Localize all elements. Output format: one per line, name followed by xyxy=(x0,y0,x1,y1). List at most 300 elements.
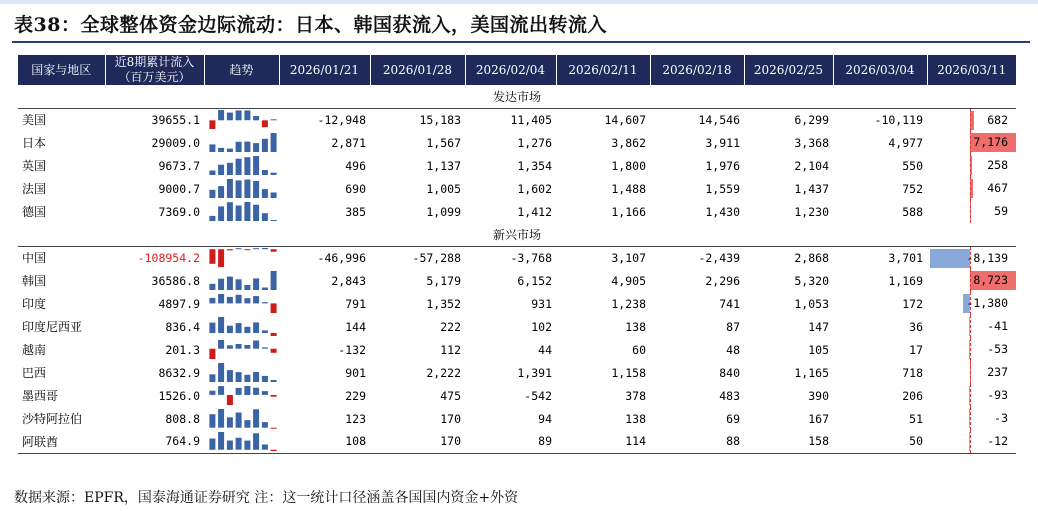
row-weekly-value: 87 xyxy=(726,319,740,334)
sparkline-bar xyxy=(244,180,250,199)
sparkline-bar xyxy=(209,171,215,176)
row-weekly-value: 1,165 xyxy=(794,365,829,380)
row-weekly-value: 44 xyxy=(538,342,552,357)
row-cumulative: 29009.0 xyxy=(151,135,200,150)
row-region-name: 法国 xyxy=(22,182,47,196)
sparkline-bar xyxy=(244,285,250,290)
table-row xyxy=(18,292,1016,315)
row-weekly-value: 60 xyxy=(632,342,646,357)
sparkline-bar xyxy=(218,206,224,221)
table-row xyxy=(18,131,1016,154)
row-weekly-value: 1,488 xyxy=(611,181,646,196)
sparkline-bar xyxy=(253,205,259,221)
row-weekly-value: 14,607 xyxy=(604,112,646,127)
row-cumulative: 1526.0 xyxy=(158,388,200,403)
row-trend-sparkline xyxy=(204,384,279,407)
row-weekly-value: -132 xyxy=(338,342,366,357)
row-weekly-value: 931 xyxy=(531,296,552,311)
sparkline-svg xyxy=(208,201,278,222)
row-latest-value: 682 xyxy=(987,112,1008,127)
sparkline-bar xyxy=(271,449,277,450)
sparkline-bar xyxy=(236,323,242,333)
row-weekly-value: 144 xyxy=(345,319,366,334)
sparkline-bar xyxy=(271,380,277,382)
row-weekly-value: 14,546 xyxy=(698,112,740,127)
sparkline-svg xyxy=(208,408,278,429)
sparkline-bar xyxy=(262,189,268,198)
sparkline-bar xyxy=(236,372,242,382)
sparkline-bar xyxy=(236,295,242,304)
row-latest-value: 7,176 xyxy=(973,135,1008,149)
sparkline-bar xyxy=(209,323,215,333)
databar-axis xyxy=(970,154,971,177)
row-weekly-value: 147 xyxy=(808,319,829,334)
row-latest-value-cell xyxy=(927,430,1016,453)
header-cumulative xyxy=(105,55,204,85)
sparkline-bar xyxy=(227,345,233,348)
table-row xyxy=(18,177,1016,200)
row-cumulative: 808.8 xyxy=(165,411,200,426)
sparkline-bar xyxy=(244,298,250,303)
sparkline-bar xyxy=(271,428,277,429)
table-row xyxy=(18,315,1016,338)
header-date: 2026/03/04 xyxy=(833,55,927,85)
section-label: 新兴市场 xyxy=(18,223,1016,246)
sparkline-bar xyxy=(271,271,277,290)
sparkline-bar xyxy=(244,375,250,382)
row-weekly-value: 2,843 xyxy=(331,273,366,288)
table-row xyxy=(18,108,1016,131)
sparkline-bar xyxy=(236,248,242,249)
row-weekly-value: 1,567 xyxy=(426,135,461,150)
table-row xyxy=(18,407,1016,430)
header-region: 国家与地区 xyxy=(18,55,105,85)
row-trend-sparkline xyxy=(204,430,279,453)
sparkline-bar xyxy=(244,142,250,152)
row-latest-value: -3 xyxy=(994,411,1008,425)
row-weekly-value: -46,996 xyxy=(317,250,366,265)
row-weekly-value: 3,862 xyxy=(611,135,646,150)
row-region-name: 美国 xyxy=(22,113,47,128)
header-date: 2026/01/28 xyxy=(370,55,465,85)
row-latest-value: -1,380 xyxy=(966,296,1008,310)
row-weekly-value: -3,768 xyxy=(510,250,552,265)
row-weekly-value: 170 xyxy=(370,430,465,453)
source-note: 数据来源：EPFR，国泰海通证券研究 注：这一统计口径涵盖各国国内资金+外资 xyxy=(14,490,519,506)
databar-axis xyxy=(970,200,971,223)
row-latest-value: 8,723 xyxy=(973,273,1008,287)
row-weekly-value: 1,800 xyxy=(611,158,646,173)
row-weekly-value: 483 xyxy=(719,388,740,403)
sparkline-bar xyxy=(218,165,224,175)
row-cumulative: 36586.8 xyxy=(151,273,200,288)
databar-axis xyxy=(970,384,971,407)
row-weekly-value: 138 xyxy=(625,411,646,426)
top-rule xyxy=(0,0,1038,4)
row-weekly-value: 36 xyxy=(909,319,923,334)
sparkline-bar xyxy=(262,170,268,175)
sparkline-bar xyxy=(253,181,259,198)
sparkline-bar xyxy=(218,186,224,198)
row-weekly-value: 1,354 xyxy=(517,158,552,173)
sparkline-svg xyxy=(208,293,278,314)
row-weekly-value: 3,368 xyxy=(794,135,829,150)
table-row xyxy=(18,361,1016,384)
row-latest-value: 59 xyxy=(994,204,1008,218)
row-region-name: 巴西 xyxy=(22,366,47,380)
row-region-name: 越南 xyxy=(22,343,47,357)
sparkline-bar xyxy=(227,249,233,250)
sparkline-bar xyxy=(253,372,259,382)
sparkline-bar xyxy=(236,279,242,290)
row-weekly-value: 108 xyxy=(279,430,370,453)
row-weekly-value: 51 xyxy=(909,411,923,426)
row-weekly-value: 1,238 xyxy=(611,296,646,311)
sparkline-bar xyxy=(253,143,259,152)
table-body xyxy=(18,85,1016,453)
table-row xyxy=(18,200,1016,223)
row-weekly-value: 690 xyxy=(345,181,366,196)
sparkline-bar xyxy=(244,420,250,428)
row-cumulative: 836.4 xyxy=(165,319,200,334)
row-region-name: 印度 xyxy=(22,297,47,311)
row-weekly-value: -542 xyxy=(524,388,552,403)
sparkline-bar xyxy=(253,116,259,120)
row-cumulative: 764.9 xyxy=(105,430,204,453)
row-region-name: 阿联酋 xyxy=(18,430,105,453)
sparkline-bar xyxy=(262,139,268,152)
sparkline-svg xyxy=(208,431,278,452)
row-latest-value-cell xyxy=(927,200,1016,223)
row-cumulative: -108954.2 xyxy=(137,250,200,265)
row-trend-sparkline xyxy=(204,108,279,131)
row-weekly-value: -10,119 xyxy=(874,112,923,127)
row-weekly-value: 1,412 xyxy=(517,204,552,219)
row-region-name: 日本 xyxy=(22,136,47,150)
row-weekly-value: 2,296 xyxy=(705,273,740,288)
sparkline-bar xyxy=(218,110,224,120)
row-trend-sparkline xyxy=(204,292,279,315)
row-weekly-value: 1,430 xyxy=(705,204,740,219)
row-weekly-value: 496 xyxy=(345,158,366,173)
sparkline-bar xyxy=(227,179,233,198)
row-weekly-value: 1,391 xyxy=(517,365,552,380)
row-weekly-value: 5,320 xyxy=(794,273,829,288)
row-weekly-value: 1,099 xyxy=(426,204,461,219)
row-weekly-value: 6,299 xyxy=(794,112,829,127)
section-label: 发达市场 xyxy=(18,85,1016,108)
sparkline-bar xyxy=(209,216,215,221)
sparkline-bar xyxy=(218,279,224,290)
sparkline-bar xyxy=(209,144,215,152)
sparkline-bar xyxy=(271,220,277,221)
header-cumulative-line2: （百万美元） xyxy=(118,70,191,84)
sparkline-bar xyxy=(253,322,259,333)
table-row xyxy=(18,246,1016,269)
sparkline-bar xyxy=(262,213,268,221)
row-weekly-value: 4,977 xyxy=(888,135,923,150)
header-date: 2026/02/04 xyxy=(465,55,556,85)
row-weekly-value: 1,437 xyxy=(794,181,829,196)
row-latest-value-cell xyxy=(927,108,1016,131)
sparkline-bar xyxy=(262,347,268,348)
row-weekly-value: 170 xyxy=(440,411,461,426)
databar-axis xyxy=(970,177,971,200)
row-weekly-value: 5,179 xyxy=(426,273,461,288)
row-weekly-value: 1,053 xyxy=(794,296,829,311)
row-region-name: 英国 xyxy=(22,159,47,173)
row-weekly-value: 3,701 xyxy=(888,250,923,265)
sparkline-bar xyxy=(227,163,233,175)
row-weekly-value: 1,602 xyxy=(517,181,552,196)
row-weekly-value: 112 xyxy=(440,342,461,357)
sparkline-bar xyxy=(262,330,268,333)
header-date: 2026/03/11 xyxy=(927,55,1016,85)
row-weekly-value: 2,104 xyxy=(794,158,829,173)
row-weekly-value: 1,005 xyxy=(426,181,461,196)
row-latest-value-cell xyxy=(927,269,1016,292)
row-weekly-value: 138 xyxy=(625,319,646,334)
row-weekly-value: 378 xyxy=(625,388,646,403)
row-weekly-value: 1,166 xyxy=(611,204,646,219)
sparkline-bar xyxy=(253,296,259,303)
row-weekly-value: 89 xyxy=(465,430,556,453)
sparkline-bar xyxy=(271,249,277,252)
row-weekly-value: 158 xyxy=(744,430,833,453)
sparkline-bar xyxy=(271,333,277,336)
sparkline-bar xyxy=(262,288,268,291)
sparkline-bar xyxy=(227,326,233,333)
databar-axis xyxy=(970,131,971,154)
databar-axis xyxy=(970,338,971,361)
row-trend-sparkline xyxy=(204,154,279,177)
row-region-name: 中国 xyxy=(22,251,47,266)
row-weekly-value: 1,559 xyxy=(705,181,740,196)
sparkline-svg xyxy=(208,132,278,153)
row-latest-value-cell xyxy=(927,246,1016,269)
row-weekly-value: 2,871 xyxy=(331,135,366,150)
row-weekly-value: 3,911 xyxy=(705,135,740,150)
sparkline-bar xyxy=(227,297,233,304)
row-region-name: 印度尼西亚 xyxy=(22,320,83,334)
databar-axis xyxy=(970,315,971,338)
row-cumulative: 201.3 xyxy=(165,342,200,357)
table-header xyxy=(18,55,1016,85)
fund-flow-table xyxy=(18,55,1016,454)
sparkline-bar xyxy=(209,121,215,130)
header-date: 2026/01/21 xyxy=(279,55,370,85)
row-cumulative: 7369.0 xyxy=(158,204,200,219)
sparkline-bar xyxy=(244,111,250,121)
row-trend-sparkline xyxy=(204,269,279,292)
header-date: 2026/02/18 xyxy=(650,55,744,85)
sparkline-bar xyxy=(244,249,250,250)
sparkline-bar xyxy=(209,284,215,290)
sparkline-bar xyxy=(262,121,268,128)
sparkline-bar xyxy=(209,374,215,382)
sparkline-bar xyxy=(236,159,242,175)
sparkline-bar xyxy=(209,414,215,428)
databar-axis xyxy=(970,109,971,132)
row-weekly-value: -12,948 xyxy=(317,112,366,127)
table-row xyxy=(18,269,1016,292)
row-trend-sparkline xyxy=(204,338,279,361)
row-cumulative: 39655.1 xyxy=(151,112,200,127)
sparkline-bar xyxy=(271,349,277,353)
sparkline-bar xyxy=(253,278,259,290)
sparkline-bar xyxy=(236,142,242,152)
sparkline-bar xyxy=(271,173,277,175)
row-region-name: 韩国 xyxy=(22,274,47,288)
sparkline-bar xyxy=(209,190,215,198)
sparkline-svg xyxy=(208,339,278,360)
row-latest-value: -41 xyxy=(987,319,1008,333)
row-weekly-value: 550 xyxy=(902,158,923,173)
row-latest-value-cell xyxy=(927,154,1016,177)
sparkline-bar xyxy=(218,432,224,450)
row-trend-sparkline xyxy=(204,315,279,338)
row-region-name: 德国 xyxy=(22,205,47,219)
databar-axis xyxy=(970,430,971,453)
row-weekly-value: 1,276 xyxy=(517,135,552,150)
row-weekly-value: 11,405 xyxy=(510,112,552,127)
sparkline-bar xyxy=(262,444,268,449)
row-weekly-value: 50 xyxy=(833,430,927,453)
row-weekly-value: 718 xyxy=(902,365,923,380)
databar-axis xyxy=(970,361,971,384)
sparkline-bar xyxy=(218,409,224,428)
sparkline-bar xyxy=(227,149,233,152)
sparkline-bar xyxy=(209,249,215,264)
sparkline-bar xyxy=(244,345,250,349)
table-row xyxy=(18,154,1016,177)
sparkline-bar xyxy=(209,298,215,304)
row-weekly-value: 3,107 xyxy=(611,250,646,265)
sparkline-bar xyxy=(271,395,277,397)
row-region-name: 沙特阿拉伯 xyxy=(22,412,83,426)
row-weekly-value: 222 xyxy=(440,319,461,334)
row-weekly-value: 6,152 xyxy=(517,273,552,288)
latest-value-databar xyxy=(930,249,970,268)
row-latest-value-cell xyxy=(927,361,1016,384)
sparkline-bar xyxy=(209,391,215,395)
sparkline-svg xyxy=(208,155,278,176)
row-weekly-value: 206 xyxy=(902,388,923,403)
row-latest-value-cell xyxy=(927,292,1016,315)
row-weekly-value: 2,868 xyxy=(794,250,829,265)
sparkline-bar xyxy=(244,386,250,395)
sparkline-bar xyxy=(262,376,268,382)
sparkline-bar xyxy=(218,317,224,333)
row-weekly-value: 2,222 xyxy=(426,365,461,380)
sparkline-bar xyxy=(236,388,242,395)
row-latest-value: 237 xyxy=(987,365,1008,379)
section-row xyxy=(18,85,1016,108)
row-weekly-value: 1,158 xyxy=(611,365,646,380)
sparkline-bar xyxy=(236,413,242,428)
row-trend-sparkline xyxy=(204,200,279,223)
sparkline-bar xyxy=(236,111,242,121)
sparkline-svg xyxy=(208,316,278,337)
sparkline-bar xyxy=(227,370,233,382)
sparkline-bar xyxy=(236,438,242,450)
row-trend-sparkline xyxy=(204,131,279,154)
header-cumulative-line1: 近8期累计流入 xyxy=(114,55,195,69)
sparkline-svg xyxy=(208,247,278,268)
row-weekly-value: 901 xyxy=(345,365,366,380)
title-rule xyxy=(12,41,1030,43)
row-trend-sparkline xyxy=(204,407,279,430)
row-latest-value-cell xyxy=(927,338,1016,361)
row-weekly-value: 475 xyxy=(440,388,461,403)
header-trend: 趋势 xyxy=(204,55,279,85)
row-weekly-value: -57,288 xyxy=(412,250,461,265)
row-trend-sparkline xyxy=(204,177,279,200)
row-weekly-value: 390 xyxy=(808,388,829,403)
sparkline-bar xyxy=(244,157,250,175)
row-weekly-value: 752 xyxy=(902,181,923,196)
page-title: 表38：全球整体资金边际流动：日本、韩国获流入，美国流出转流入 xyxy=(14,14,607,36)
sparkline-bar xyxy=(218,340,224,349)
sparkline-bar xyxy=(262,391,268,395)
row-weekly-value: 69 xyxy=(726,411,740,426)
row-latest-value-cell xyxy=(927,177,1016,200)
row-weekly-value: -2,439 xyxy=(698,250,740,265)
sparkline-bar xyxy=(271,303,277,313)
sparkline-bar xyxy=(218,386,224,395)
row-latest-value: -8,139 xyxy=(966,250,1008,265)
sparkline-bar xyxy=(227,395,233,405)
sparkline-bar xyxy=(253,409,259,427)
sparkline-svg xyxy=(208,178,278,199)
row-weekly-value: 167 xyxy=(808,411,829,426)
header-date: 2026/02/11 xyxy=(556,55,650,85)
row-trend-sparkline xyxy=(204,361,279,384)
row-latest-value: 467 xyxy=(987,181,1008,195)
databar-axis xyxy=(970,407,971,430)
row-weekly-value: 229 xyxy=(345,388,366,403)
sparkline-svg xyxy=(208,270,278,291)
sparkline-bar xyxy=(209,438,215,449)
row-weekly-value: 385 xyxy=(345,204,366,219)
sparkline-bar xyxy=(244,327,250,333)
sparkline-bar xyxy=(253,248,259,249)
row-weekly-value: 1,352 xyxy=(426,296,461,311)
table-row xyxy=(18,384,1016,407)
sparkline-bar xyxy=(244,440,250,449)
row-weekly-value: 172 xyxy=(902,296,923,311)
row-weekly-value: 105 xyxy=(808,342,829,357)
databar-axis xyxy=(970,269,971,292)
header-date: 2026/02/25 xyxy=(744,55,833,85)
sparkline-bar xyxy=(271,120,277,121)
row-weekly-value: 15,183 xyxy=(419,112,461,127)
sparkline-svg xyxy=(208,385,278,406)
sparkline-bar xyxy=(227,113,233,121)
row-latest-value: -12 xyxy=(987,434,1008,448)
row-region-name: 墨西哥 xyxy=(22,389,59,403)
sparkline-bar xyxy=(227,440,233,449)
sparkline-bar xyxy=(236,344,242,349)
sparkline-bar xyxy=(236,206,242,222)
sparkline-bar xyxy=(227,202,233,221)
row-weekly-value: 123 xyxy=(345,411,366,426)
row-latest-value-cell xyxy=(927,384,1016,407)
sparkline-bar xyxy=(253,388,259,395)
row-weekly-value: 791 xyxy=(345,296,366,311)
row-weekly-value: 1,169 xyxy=(888,273,923,288)
sparkline-bar xyxy=(244,202,250,221)
